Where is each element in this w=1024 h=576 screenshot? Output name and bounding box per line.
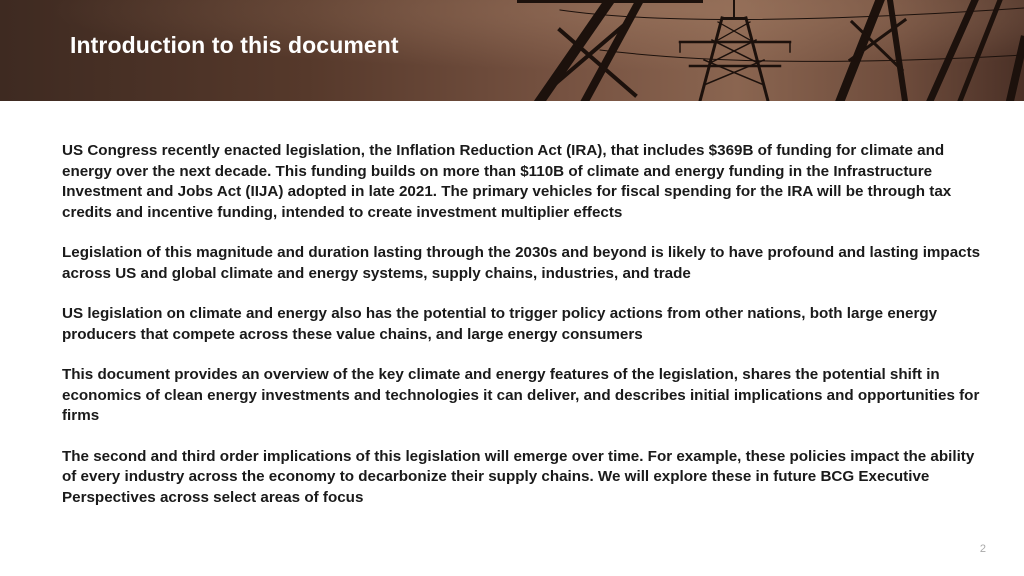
header-banner [0,0,1024,101]
paragraph: This document provides an overview of the key climate and energy features of the legislation, shares the potential shift in economics of clean energy investments and technologies it can deliver, and describes initial implications and opportunities for firms [62,366,980,424]
body-text [62,141,992,528]
paragraph: The second and third order implications of this legislation will emerge over time. For example, these policies impact the ability of every industry across the economy to decarbonize their supply chains. We will explore these in future BCG Executive Perspectives across select areas of focus [62,447,975,506]
paragraph: US legislation on climate and energy also has the potential to trigger policy actions from other nations, both large energy producers that compete across these value chains, and large energy consumers [62,305,938,343]
paragraph: US Congress recently enacted legislation, the Inflation Reduction Act (IRA), that includes $369B of funding for climate and energy over the next decade. This funding builds on more than $110B of climate and energy funding in the Infrastructure Investment and Jobs Act (IIJA) adopted in late 2021. The primary vehicles for fiscal spending for the IRA will be through tax credits and incentive funding, intended to create investment multiplier effects [62,142,952,221]
paragraph: Legislation of this magnitude and duration lasting through the 2030s and beyond is likely to have profound and lasting impacts across US and global climate and energy systems, supply chains, industries, and trade [62,244,981,282]
page-title: Introduction to this document [70,32,399,58]
page-number: 2 [979,543,986,555]
